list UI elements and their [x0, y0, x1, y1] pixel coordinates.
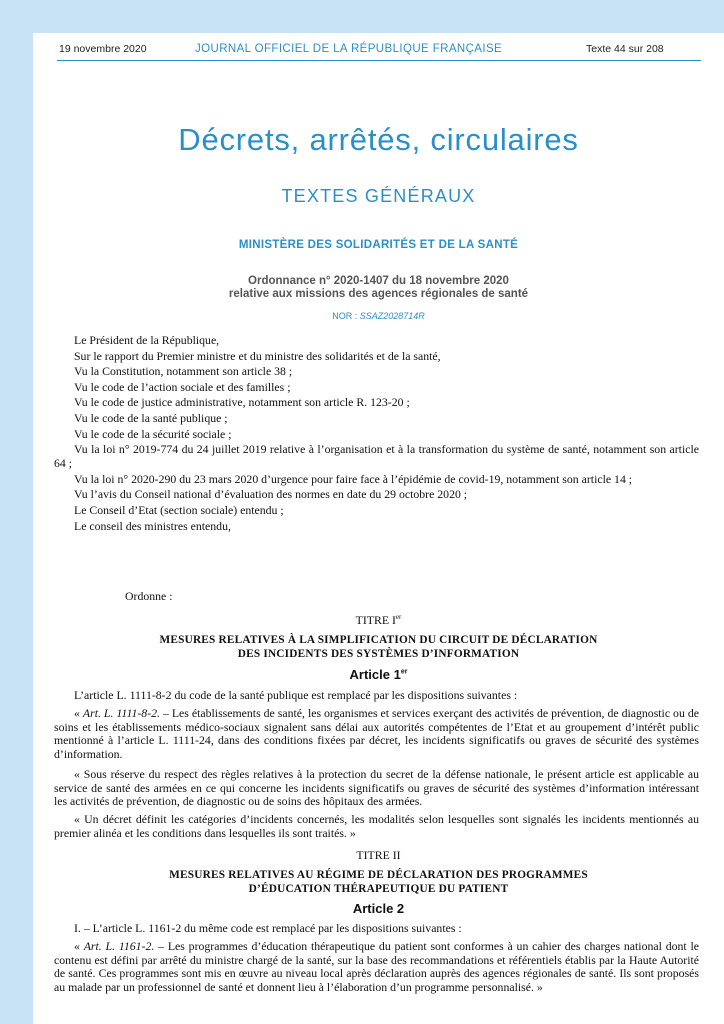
page-left-margin-band	[0, 0, 33, 1024]
titre-1-heading-line2: DES INCIDENTS DES SYSTÈMES D’INFORMATION	[237, 648, 520, 660]
ordonnance-title-line1: Ordonnance n° 2020-1407 du 18 novembre 2020	[248, 275, 509, 287]
visa-line: Vu la loi n° 2020-290 du 23 mars 2020 d’urgence pour faire face à l’épidémie de covid-19, notamment son article 14 ;	[74, 471, 633, 486]
ministry-heading: MINISTÈRE DES SOLIDARITÉS ET DE LA SANTÉ	[238, 239, 519, 251]
header-text-number: Texte 44 sur 208	[586, 43, 664, 55]
visa-line: Vu le code de la santé publique ;	[74, 410, 228, 425]
article-1-paragraph-1: « Art. L. 1111-8-2. – Les établissements de santé, les organismes et services exerçant des activités de prévention, de diagnostic ou de soins et les établissements médico-sociaux signalent sans délai aux autorités compétentes de l’Etat et au groupement d’intérêt public mentionné à l’article L. 1111-24, dans des conditions fixées par décret, les incidents significatifs ou graves de sécurité des systèmes d’information.	[54, 706, 699, 761]
header-rule	[57, 60, 701, 61]
article-2-heading: Article 2	[352, 901, 405, 916]
header-journal-title: JOURNAL OFFICIEL DE LA RÉPUBLIQUE FRANÇAISE	[195, 43, 503, 55]
titre-2-heading-line2: D’ÉDUCATION THÉRAPEUTIQUE DU PATIENT	[248, 883, 509, 895]
article-1-heading: Article 1er	[349, 667, 408, 682]
titre-1-heading	[33, 633, 724, 661]
ordonne-line: Ordonne :	[125, 589, 173, 603]
document-page	[33, 33, 724, 1024]
visa-line: Vu le code de la sécurité sociale ;	[74, 426, 232, 441]
article-1-paragraph-2: « Sous réserve du respect des règles relatives à la protection du secret de la défense nationale, le présent article est applicable au service de santé des armées en ce qui concerne les incidents significatifs ou graves de sécurité des systèmes d’information intéressant les activités de prévention, de diagnostic ou de soins des hôpitaux des armées.	[54, 767, 699, 809]
titre-1-heading-line1: MESURES RELATIVES À LA SIMPLIFICATION DU CIRCUIT DE DÉCLARATION	[159, 634, 598, 646]
titre-2-heading	[33, 868, 724, 896]
nor-label: NOR :	[332, 311, 358, 321]
visa-line: Le Président de la République,	[74, 333, 220, 347]
visa-line: Vu le code de justice administrative, notamment son article R. 123-20 ;	[74, 395, 410, 410]
visa-line: Vu la Constitution, notamment son article 38 ;	[74, 364, 293, 379]
titre-2-heading-line1: MESURES RELATIVES AU RÉGIME DE DÉCLARATION DES PROGRAMMES	[169, 869, 588, 881]
ordonnance-title-line2: relative aux missions des agences régionales de santé	[228, 288, 529, 300]
article-1-intro: L’article L. 1111-8-2 du code de la santé publique est remplacé par les dispositions suivantes :	[74, 688, 518, 702]
visa-line: Vu le code de l’action sociale et des familles ;	[74, 379, 291, 394]
visa-line: Le Conseil d’Etat (section sociale) entendu ;	[74, 502, 284, 517]
titre-2-label: TITRE II	[356, 848, 401, 862]
visa-line: Vu la loi n° 2019-774 du 24 juillet 2019 relative à l’organisation et à la transformation du système de santé, notamment son article 64 ;	[54, 442, 699, 471]
ordonnance-heading	[33, 275, 724, 301]
section-subtitle: TEXTES GÉNÉRAUX	[281, 186, 476, 206]
header-date: 19 novembre 2020	[59, 43, 147, 55]
titre-1-label: TITRE Ier	[355, 613, 402, 627]
nor-value: SSAZ2028714R	[359, 311, 425, 321]
article-2-paragraph-1: « Art. L. 1161-2. – Les programmes d’éducation thérapeutique du patient sont conformes à un cahier des charges national dont le contenu est défini par arrêté du ministre chargé de la santé, sur la base des recommandations et référentiels établis par la Haute Autorité de santé. Ces programmes sont mis en œuvre au niveau local après déclaration auprès des agences régionales de santé. Ils sont proposés au malade par un professionnel de santé et donnent lieu à l’élaboration d’un programme personnalisé. »	[54, 939, 699, 994]
article-1-paragraph-3: « Un décret définit les catégories d’incidents concernés, les modalités selon lesquelles sont signalés les incidents mentionnés au premier alinéa et les conditions dans lesquelles ils sont traités. »	[54, 812, 699, 840]
page-top-margin-band	[33, 0, 724, 33]
nor-reference	[33, 311, 724, 321]
section-title: Décrets, arrêtés, circulaires	[178, 122, 579, 157]
visa-line: Le conseil des ministres entendu,	[74, 518, 231, 533]
visas-block	[54, 333, 699, 534]
visa-line: Vu l’avis du Conseil national d’évaluation des normes en date du 29 octobre 2020 ;	[74, 487, 468, 502]
visa-line: Sur le rapport du Premier ministre et du ministre des solidarités et de la santé,	[74, 348, 441, 363]
article-2-intro: I. – L’article L. 1161-2 du même code est remplacé par les dispositions suivantes :	[74, 921, 462, 935]
